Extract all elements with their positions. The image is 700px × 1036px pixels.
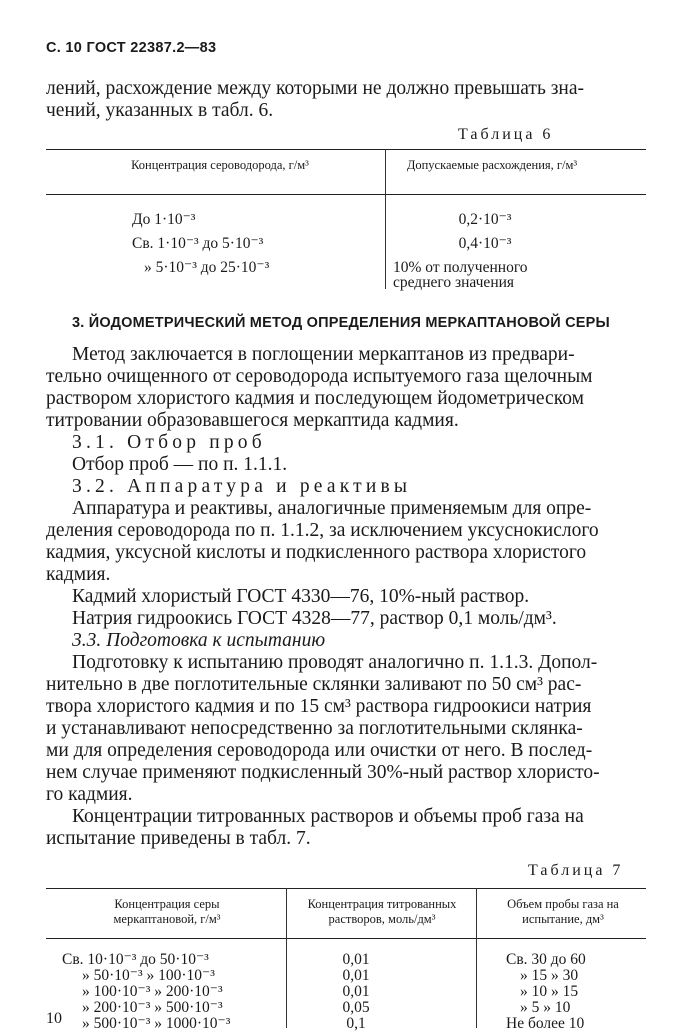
concentration-intro-line: Концентрации титрованных растворов и объемы проб газа на <box>72 806 584 827</box>
table7-cell-titrant: 0,01 <box>342 983 370 1000</box>
table7-caption: Таблица 7 <box>528 862 624 879</box>
table6-cell-deviation: 0,4·10⁻³ <box>458 235 512 252</box>
reagent-line: Натрия гидроокись ГОСТ 4328—77, раствор 0,1 моль/дм³. <box>72 608 557 629</box>
table7-cell-sample-volume: » 15 » 30 <box>520 967 579 984</box>
table6-cell-deviation: 0,2·10⁻³ <box>458 211 512 228</box>
table7-header-concentration: Концентрация серы меркаптановой, г/м³ <box>113 897 221 926</box>
table7-cell-sample-volume: Не более 10 <box>506 1015 585 1032</box>
method-line: раствором хлористого кадмия и последующем йодометрическом <box>46 388 584 409</box>
table6-header-deviation: Допускаемые расхождения, г/м³ <box>406 158 578 172</box>
table6-cell-concentration: Св. 1·10⁻³ до 5·10⁻³ <box>132 235 264 252</box>
table6-cell-concentration: До 1·10⁻³ <box>132 211 196 228</box>
intro-line: чений, указанных в табл. 6. <box>46 100 274 121</box>
table7-cell-concentration: » 200·10⁻³ » 500·10⁻³ <box>82 999 223 1016</box>
method-line: тельно очищенного от сероводорода испытуемого газа щелочным <box>46 366 593 387</box>
table6-header-concentration: Концентрация сероводорода, г/м³ <box>131 158 309 172</box>
table7-cell-titrant: 0,1 <box>346 1015 366 1032</box>
table7-cell-sample-volume: » 10 » 15 <box>520 983 579 1000</box>
preparation-line: го кадмия. <box>46 784 133 805</box>
concentration-intro-line: испытание приведены в табл. 7. <box>46 828 311 849</box>
subsection-3-1-text: Отбор проб — по п. 1.1.1. <box>72 454 288 475</box>
table7-header-titrant: Концентрация титрованных растворов, моль/дм³ <box>307 897 457 926</box>
method-line: Метод заключается в поглощении меркаптанов из предвари- <box>72 344 575 365</box>
preparation-line: нем случае применяют подкисленный 30%-ный раствор хлористо- <box>46 762 600 783</box>
table7-column-divider <box>476 888 477 1028</box>
table6-cell-deviation: 10% от полученного <box>393 259 528 276</box>
subsection-3-1-title: 3.1. Отбор проб <box>72 432 266 453</box>
table7-cell-concentration: Св. 10·10⁻³ до 50·10⁻³ <box>62 951 209 968</box>
preparation-line: твора хлористого кадмия и по 15 см³ раствора гидроокиси натрия <box>46 696 592 717</box>
equipment-line: Аппаратура и реактивы, аналогичные применяемым для опре- <box>72 498 592 519</box>
running-header: С. 10 ГОСТ 22387.2—83 <box>46 40 217 56</box>
preparation-line: ми для определения сероводорода или очистки от него. В послед- <box>46 740 593 761</box>
table7-cell-sample-volume: Св. 30 до 60 <box>506 951 586 968</box>
equipment-line: кадмия. <box>46 564 111 585</box>
table7-cell-titrant: 0,05 <box>342 999 370 1016</box>
table7-cell-titrant: 0,01 <box>342 951 370 968</box>
table7-header-rule <box>46 938 646 939</box>
method-line: титровании образовавшегося меркаптида кадмия. <box>46 410 459 431</box>
preparation-line: и устанавливают непосредственно за поглотительными склянка- <box>46 718 583 739</box>
table7-column-divider <box>286 888 287 1028</box>
subsection-3-2-title: 3.2. Аппаратура и реактивы <box>72 476 412 497</box>
table7-header-sample-volume: Объем пробы газа на испытание, дм³ <box>507 897 619 926</box>
table7-cell-concentration: » 50·10⁻³ » 100·10⁻³ <box>82 967 215 984</box>
table7-cell-titrant: 0,01 <box>342 967 370 984</box>
table6-caption: Таблица 6 <box>458 126 554 143</box>
table6-header-rule <box>46 194 646 195</box>
page-number: 10 <box>46 1010 62 1027</box>
equipment-line: деления сероводорода по п. 1.1.2, за исключением уксуснокислого <box>46 520 599 541</box>
subsection-3-3-title: 3.3. Подготовка к испытанию <box>72 630 326 651</box>
section-title: 3. ЙОДОМЕТРИЧЕСКИЙ МЕТОД ОПРЕДЕЛЕНИЯ МЕРКАПТАНОВОЙ СЕРЫ <box>72 315 610 331</box>
reagent-line: Кадмий хлористый ГОСТ 4330—76, 10%-ный раствор. <box>72 586 530 607</box>
table7-cell-concentration: » 100·10⁻³ » 200·10⁻³ <box>82 983 223 1000</box>
table7-cell-concentration: » 500·10⁻³ » 1000·10⁻³ <box>82 1015 231 1032</box>
table6-cell-deviation: среднего значения <box>393 274 515 291</box>
preparation-line: Подготовку к испытанию проводят аналогично п. 1.1.3. Допол- <box>72 652 598 673</box>
table7-top-rule <box>46 888 646 889</box>
preparation-line: нительно в две поглотительные склянки заливают по 50 см³ рас- <box>46 674 582 695</box>
table7-cell-sample-volume: » 5 » 10 <box>520 999 571 1016</box>
table6-column-divider <box>385 149 386 289</box>
intro-line: лений, расхождение между которыми не должно превышать зна- <box>46 78 585 99</box>
equipment-line: кадмия, уксусной кислоты и подкисленного раствора хлористого <box>46 542 587 563</box>
table6-top-rule <box>46 149 646 150</box>
table6-cell-concentration: » 5·10⁻³ до 25·10⁻³ <box>144 259 270 276</box>
